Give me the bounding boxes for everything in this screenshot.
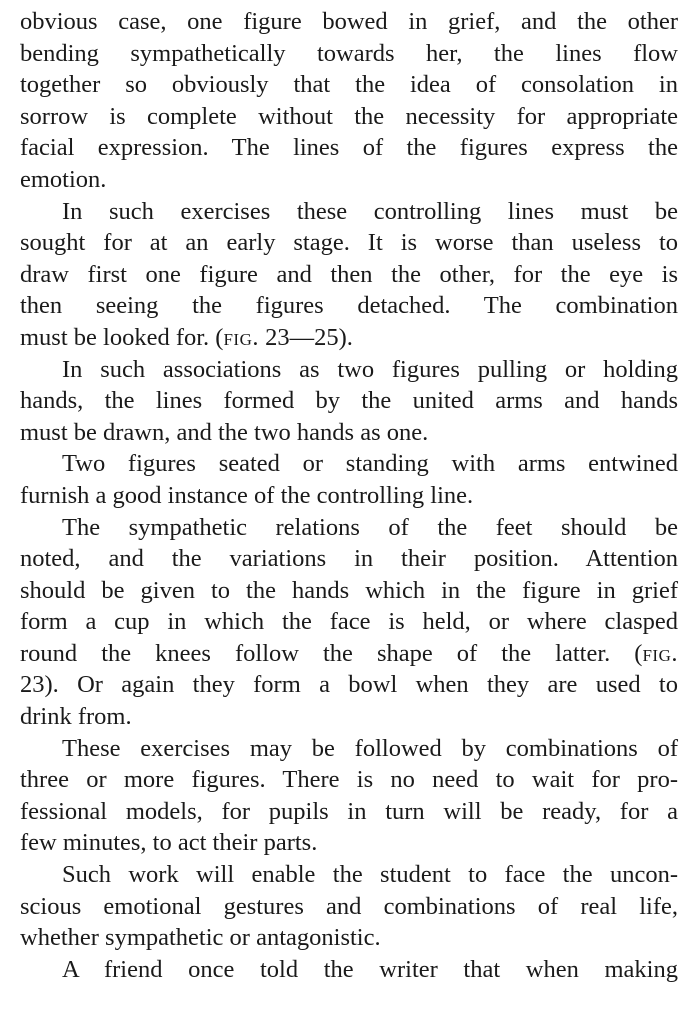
text-line: fessional models, for pupils in turn will be ready, for a [20,797,678,825]
text-line: round the knees follow the shape of the latter. (fig. [20,639,678,667]
text-line: A friend once told the writer that when making [62,955,678,983]
text-line: These exercises may be followed by combinations of [62,734,678,762]
text-line: three or more figures. There is no need to wait for pro- [20,766,678,794]
paragraph-6 [0,733,700,859]
text-line: scious emotional gestures and combinations of real life, [20,892,678,920]
text-line: The sympathetic relations of the feet should be [62,513,678,541]
text-line: Such work will enable the student to face the uncon- [62,861,678,889]
text-line: should be given to the hands which in the figure in grief [20,576,678,604]
paragraph-4 [0,448,700,511]
text-line: draw first one figure and then the other, for the eye is [20,260,678,288]
text-line: In such exercises these controlling lines must be [62,197,678,225]
text-line: facial expression. The lines of the figures express the [20,134,678,162]
text-line: emotion. [20,165,107,193]
text-line: hands, the lines formed by the united arms and hands [20,387,678,415]
paragraph-7 [0,859,700,954]
paragraph-5 [0,512,700,733]
text-line: noted, and the variations in their position. Attention [20,545,678,573]
text-line: must be looked for. (fig. 23—25). [20,323,353,351]
text-line: form a cup in which the face is held, or where clasped [20,608,678,636]
text-line: few minutes, to act their parts. [20,829,318,857]
text-line: whether sympathetic or antagonistic. [20,924,381,952]
text-line: 23). Or again they form a bowl when they are used to [20,671,678,699]
text-line: Two figures seated or standing with arms entwined [62,450,678,478]
text-line: furnish a good instance of the controlling line. [20,481,474,509]
text-line: In such associations as two figures pulling or holding [62,355,678,383]
text-line: then seeing the figures detached. The combination [20,292,678,320]
text-line: bending sympathetically towards her, the lines flow [20,39,678,67]
paragraph-8 [0,954,700,986]
paragraph-2 [0,196,700,354]
text-line: sorrow is complete without the necessity for appropriate [20,102,678,130]
text-line: drink from. [20,703,132,731]
paragraph-1 [0,6,700,196]
text-line: obvious case, one figure bowed in grief, and the other [20,8,678,35]
paragraph-3 [0,354,700,449]
text-line: together so obviously that the idea of consolation in [20,71,678,99]
text-line: sought for at an early stage. It is worse than useless to [20,229,678,257]
text-line: must be drawn, and the two hands as one. [20,418,429,446]
